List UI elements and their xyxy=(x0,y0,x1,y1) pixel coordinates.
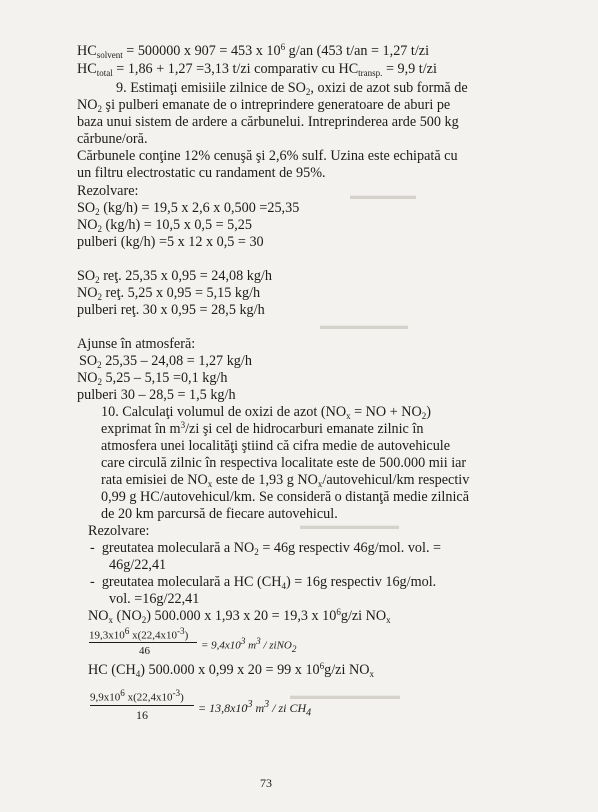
fraction-numerator: $9,9x10^6$ $x(22,4x10^{-3})$ xyxy=(90,688,184,704)
text-line: $NO_2$ şi pulberi emanate de o intreprindere generatoare de aburi pe xyxy=(77,97,451,114)
text-line: vol. =16g/22,41 xyxy=(109,591,200,607)
fraction-bar xyxy=(89,642,197,643)
fraction-numerator: $19,3x10^6$ $x(22,4x10^{-3})$ xyxy=(89,626,189,642)
text-line: Ajunse în atmosferă: xyxy=(77,336,196,352)
text-line: Rezolvare: xyxy=(88,523,150,539)
text-line: pulberi reţ. 30 x 0,95 = 28,5 kg/h xyxy=(77,302,265,318)
text-line: $NO_2$ (kg/h) = 10,5 x 0,5 = 5,25 xyxy=(77,217,252,234)
text-line: HC $(CH_4)$ 500.000 x 0,99 x 20 = 99 x $10^6g/zi$ $NO_x$ xyxy=(88,661,374,679)
text-line: 10. Calculaţi volumul de oxizi de azot ($NO_x$ = NO + $NO_2$) xyxy=(101,404,431,421)
text-line: baza unui sistem de ardere a cărbunelui. Intreprinderea arde 500 kg xyxy=(77,114,459,130)
text-line: Cărbunele conţine 12% cenuşă şi 2,6% sulf. Uzina este echipată cu xyxy=(77,148,458,164)
text-line: pulberi 30 – 28,5 = 1,5 kg/h xyxy=(77,387,236,403)
document-page: ▬▬▬▬▬▬ ▬▬▬▬▬▬▬▬ ▬▬▬▬▬▬▬▬▬ ▬▬▬▬▬▬▬▬▬▬ $HC_{solvent} = 500000$ x 907 = 453 x $10^6$ g/an (453 t/an = 1,27 t/zi $HC_{total} = 1,86 + 1,27 =3,13$ t/zi comparativ cu $HC_{transp.} = 9,9$ t/zi 9. Estimaţi emisiile zilnice de $SO_2$, oxizi de azot sub formă de $NO_2$ şi pulberi emanate de o intreprindere generatoare de aburi pe baza unui sistem de ardere a cărbunelui. Intreprinderea arde 500 kg cărbune/oră. Cărbunele conţine 12% cenuşă şi 2,6% sulf. Uzina este echipată cu un filtru electrostatic cu randament de 95%. Rezolvare: $SO_2$ (kg/h) = 19,5 x 2,6 x 0,500 =25,35 $NO_2$ (kg/h) = 10,5 x 0,5 = 5,25 pulberi (kg/h) =5 x 12 x 0,5 = 30 $SO_2$ reţ. 25,35 x 0,95 = 24,08 kg/h $NO_2$ reţ. 5,25 x 0,95 = 5,15 kg/h pulberi reţ. 30 x 0,95 = 28,5 kg/h Ajunse în atmosferă: $SO_2$ 25,35 – 24,08 = 1,27 kg/h $NO_2$ 5,25 – 5,15 =0,1 kg/h pulberi 30 – 28,5 = 1,5 kg/h 10. Calculaţi volumul de oxizi de azot ($NO_x$ = NO + $NO_2$) exprimat în $m^3/zi$ şi cel de hidrocarburi emanate zilnic în atmosfera unei localităţi ştiind că cifra medie de autovehicule care circulă zilnic în respectiva localitate este de 500.000 mii iar rata emisiei de $NO_x$ este de 1,93 g $NO_x/autovehicul/km$ respectiv 0,99 g HC/autovehicul/km. Se consideră o distanţă medie zilnică de 20 km parcursă de fiecare autovehicul. Rezolvare: - greutatea moleculară a $NO_2 = 46g$ respectiv 46g/mol. vol. = 46g/22,41 - greutatea moleculară a HC $(CH_4) = 16g$ respectiv 16g/mol. vol. =16g/22,41 $NO_x$ $(NO_2)$ 500.000 x 1,93 x 20 = 19,3 x $10^6g/zi$ $NO_x$ $19,3x10^6$ $x(22,4x10^{-3})$ = $9,4x10^3$ $m^3$ / ziNO$_2$ 46 HC $(CH_4)$ 500.000 x 0,99 x 20 = 99 x $10^6g/zi$ $NO_x$ $9,9x10^6$ $x(22,4x10^{-3})$ = $13,8x10^3$ $m^3$ / zi $CH_4$ 16 73 xyxy=(77,42,470,790)
text-line: un filtru electrostatic cu randament de 95%. xyxy=(77,165,326,181)
text-line: rata emisiei de $NO_x$ este de 1,93 g $NO_x/autovehicul/km$ respectiv xyxy=(101,472,470,489)
text-line: pulberi (kg/h) =5 x 12 x 0,5 = 30 xyxy=(77,234,264,250)
text-line: $NO_2$ reţ. 5,25 x 0,95 = 5,15 kg/h xyxy=(77,285,261,302)
fraction-result: = $9,4x10^3$ $m^3$ / ziNO$_2$ xyxy=(201,636,297,654)
text-line: $NO_x$ $(NO_2)$ 500.000 x 1,93 x 20 = 19,3 x $10^6g/zi$ $NO_x$ xyxy=(88,607,391,625)
text-line: de 20 km parcursă de fiecare autovehicul. xyxy=(101,506,338,522)
text-line: $SO_2$ 25,35 – 24,08 = 1,27 kg/h xyxy=(79,353,252,370)
text-line: - greutatea moleculară a HC $(CH_4) = 16g$ respectiv 16g/mol. xyxy=(90,574,437,591)
fraction-bar xyxy=(90,705,194,706)
text-line: $SO_2$ (kg/h) = 19,5 x 2,6 x 0,500 =25,35 xyxy=(77,200,300,217)
fraction-denominator: 46 xyxy=(139,645,150,657)
page-number: 73 xyxy=(260,776,272,790)
text-line: atmosfera unei localităţi ştiind că cifra medie de autovehicule xyxy=(101,438,451,454)
text-line: $HC_{total} = 1,86 + 1,27 =3,13$ t/zi comparativ cu $HC_{transp.} = 9,9$ t/zi xyxy=(77,61,437,78)
text-line: Rezolvare: xyxy=(77,183,139,199)
text-line: exprimat în $m^3/zi$ şi cel de hidrocarburi emanate zilnic în xyxy=(101,420,424,437)
fraction-result: = $13,8x10^3$ $m^3$ / zi $CH_4$ xyxy=(198,699,312,719)
text-line: care circulă zilnic în respectiva localitate este de 500.000 mii iar xyxy=(101,455,467,471)
text-line: $SO_2$ reţ. 25,35 x 0,95 = 24,08 kg/h xyxy=(77,268,272,285)
text-line: 46g/22,41 xyxy=(109,557,167,573)
text-line: - greutatea moleculară a $NO_2 = 46g$ respectiv 46g/mol. vol. = xyxy=(90,540,442,557)
text-line: $HC_{solvent} = 500000$ x 907 = 453 x $10^6$ g/an (453 t/an = 1,27 t/zi xyxy=(77,42,430,60)
fraction-denominator: 16 xyxy=(136,708,148,722)
text-line: 0,99 g HC/autovehicul/km. Se consideră o distanţă medie zilnică xyxy=(101,489,469,505)
text-line: $NO_2$ 5,25 – 5,15 =0,1 kg/h xyxy=(77,370,228,387)
text-line: 9. Estimaţi emisiile zilnice de $SO_2$, oxizi de azot sub formă de xyxy=(116,80,468,97)
text-line: cărbune/oră. xyxy=(77,131,148,147)
